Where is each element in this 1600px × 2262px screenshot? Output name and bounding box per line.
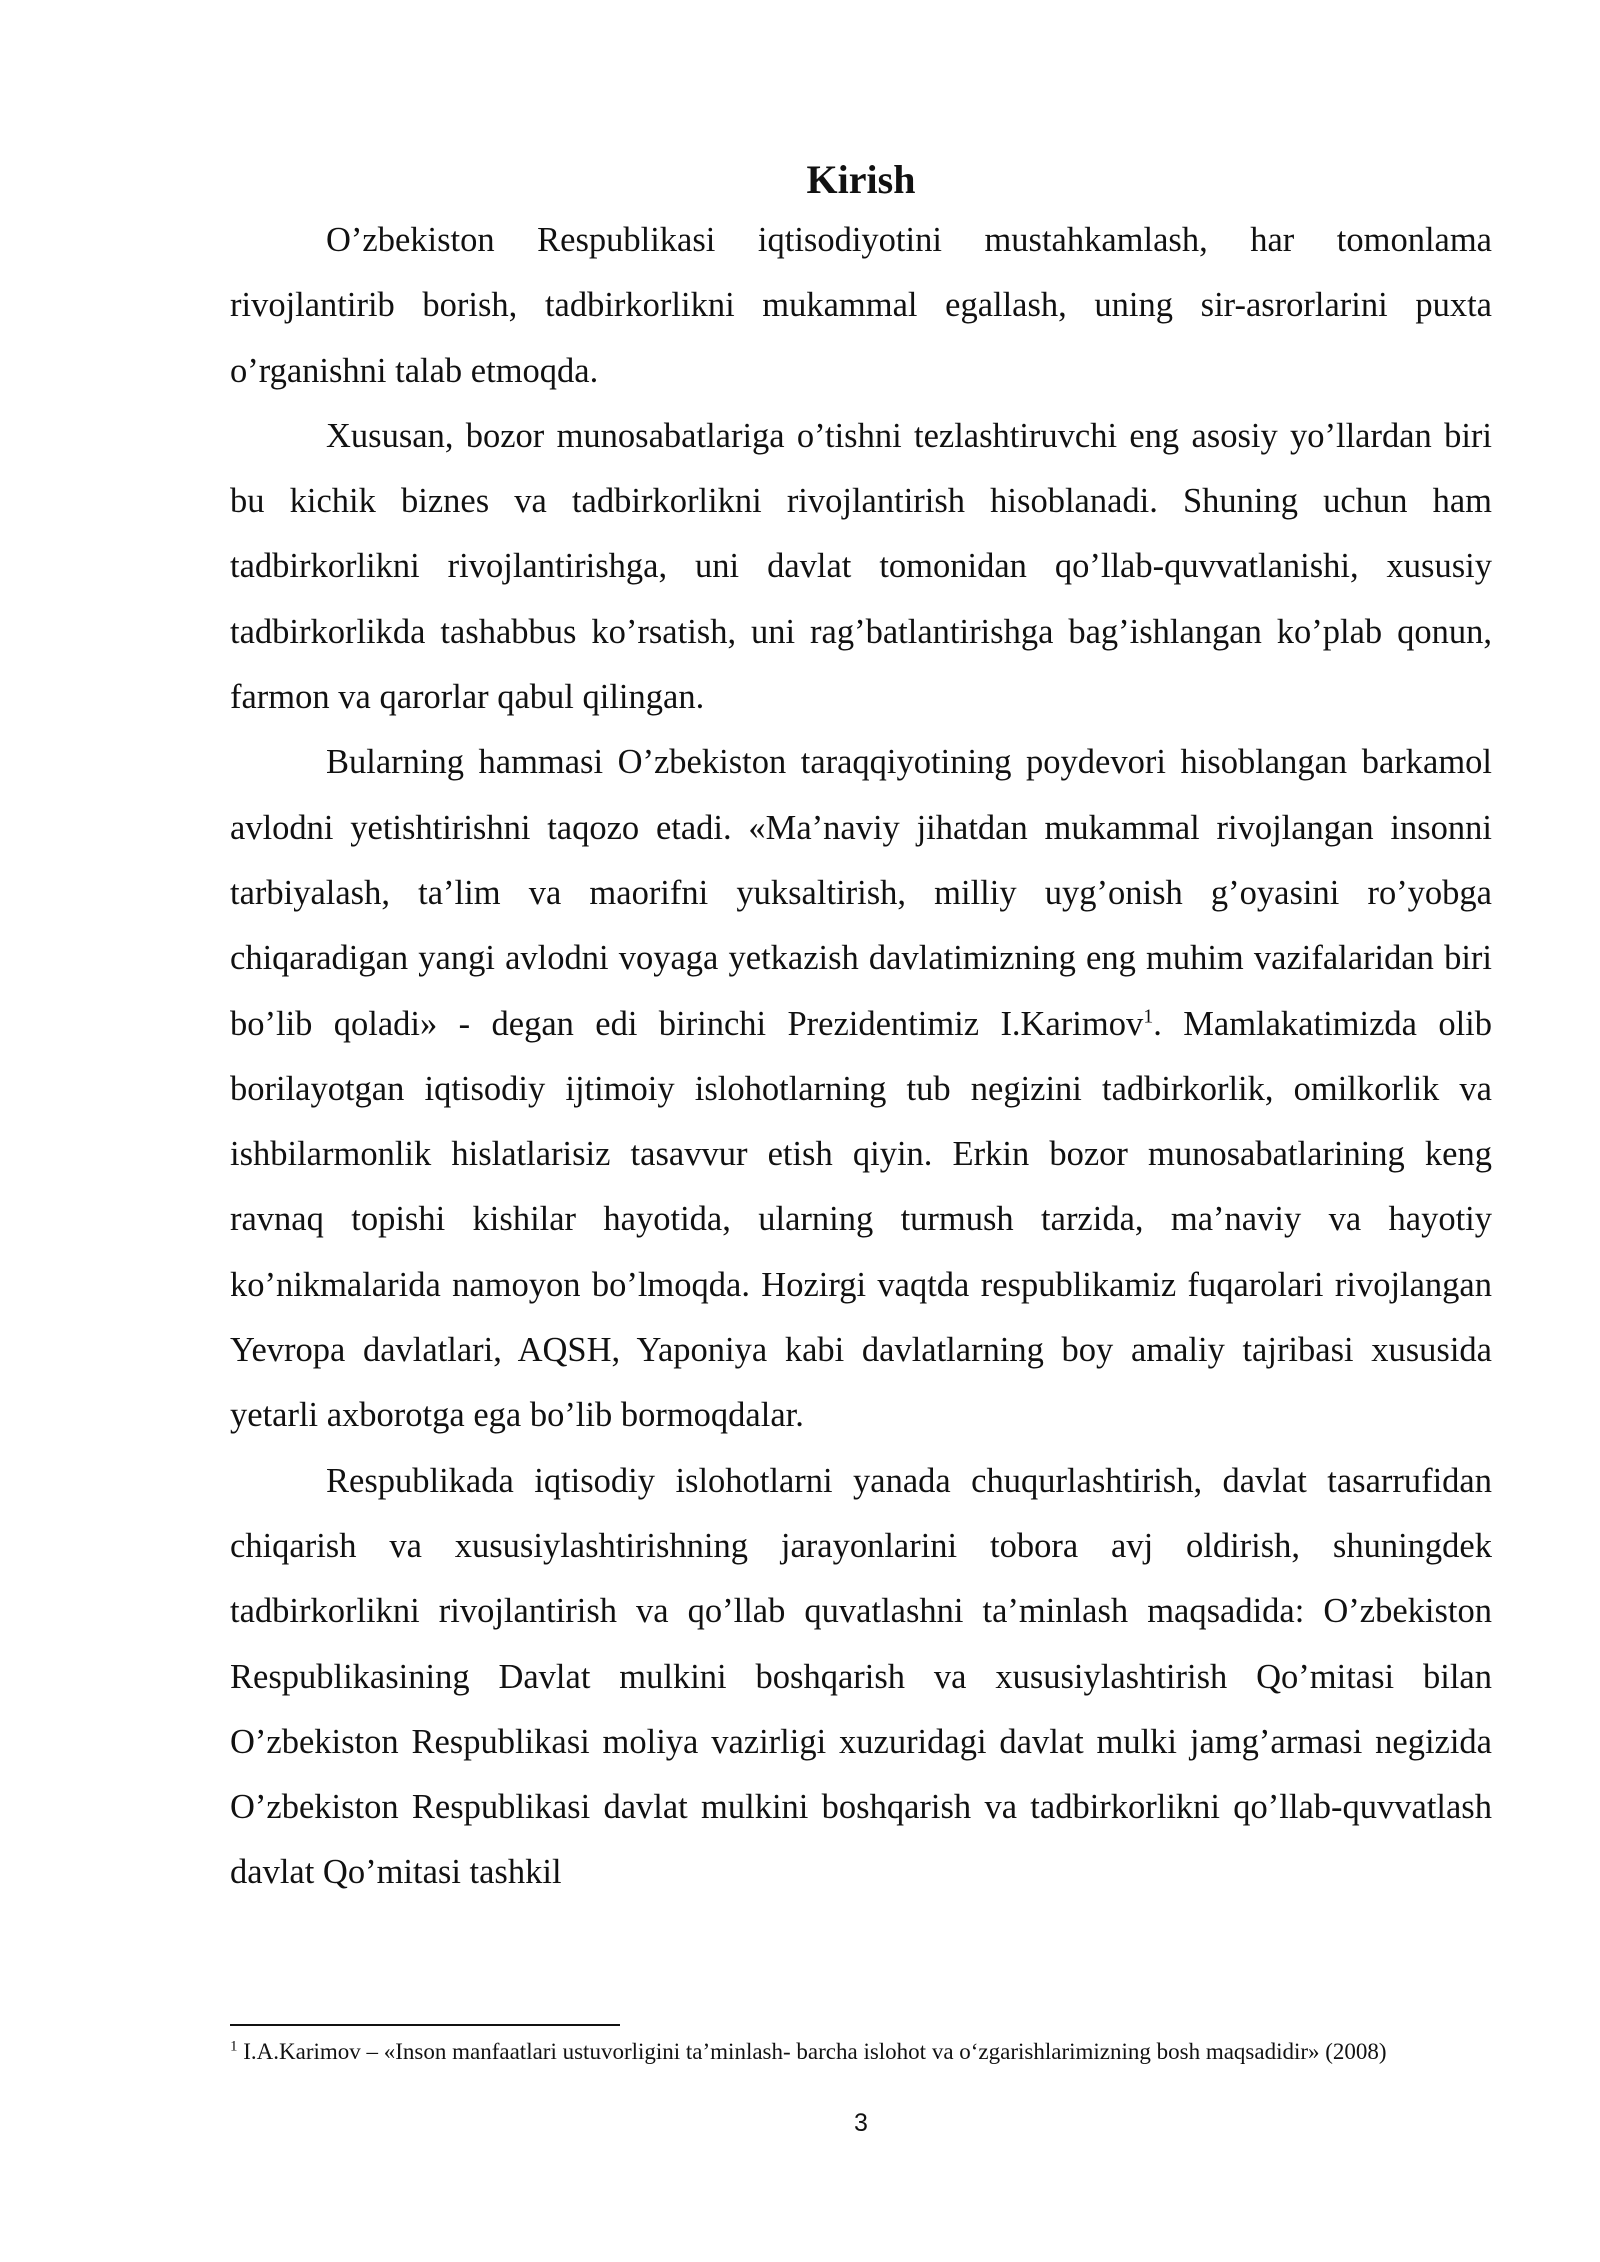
- paragraph-4: Respublikada iqtisodiy islohotlarni yanada chuqurlashtirish, davlat tasarrufidan chiqarish va xususiylashtirishning jarayonlarini tobora avj oldirish, shuningdek tadbirkorlikni rivojlantirish va qo’llab quvatlashni ta’minlash maqsadida: O’zbekiston Respublikasining Davlat mulkini boshqarish va xususiylashtirish Qo’mitasi bilan O’zbekiston Respublikasi moliya vazirligi xuzuridagi davlat mulki jamg’armasi negizida O’zbekiston Respublikasi davlat mulkini boshqarish va tadbirkorlikni qo’llab-quvvatlash davlat Qo’mitasi tashkil: [230, 1461, 1492, 1892]
- footnote-mark: 1: [230, 2038, 238, 2055]
- footnote-text: I.A.Karimov – «Inson manfaatlari ustuvorligini ta’minlash- barcha islohot va o‘zgarishlarimizning bosh maqsadidir» (2008): [237, 2039, 1387, 2064]
- page-body: [230, 150, 1492, 1906]
- footnote-reference[interactable]: 1: [1143, 1005, 1154, 1028]
- footnote: [230, 2034, 1492, 2069]
- page-title: Kirish: [806, 157, 916, 202]
- paragraph-3-text-a: Bularning hammasi O’zbekiston taraqqiyotining poydevori hisoblangan barkamol avlodni yetishtirishni taqozo etadi. «Ma’naviy jihatdan mukammal rivojlangan insonni tarbiyalash, ta’lim va maorifni yuksaltirish, milliy uyg’onish g’oyasini ro’yobga chiqaradigan yangi avlodni voyaga yetkazish davlatimizning eng muhim vazifalaridan biri bo’lib qoladi» - degan edi birinchi Prezidentimiz I.Karimov: [230, 743, 1492, 1043]
- paragraph-3-text-b: . Mamlakatimizda olib borilayotgan iqtisodiy ijtimoiy islohotlarning tub negizini tadbirkorlik, omilkorlik va ishbilarmonlik hislatlarisiz tasavvur etish qiyin. Erkin bozor munosabatlarining keng ravnaq topishi kishilar hayotida, ularning turmush tarzida, ma’naviy va hayotiy ko’nikmalarida namoyon bo’lmoqda. Hozirgi vaqtda respublikamiz fuqarolari rivojlangan Yevropa davlatlari, AQSH, Yaponiya kabi davlatlarning boy amaliy tajribasi xususida yetarli axborotga ega bo’lib bormoqdalar.: [230, 1004, 1492, 1435]
- paragraph-1: O’zbekiston Respublikasi iqtisodiyotini mustahkamlash, har tomonlama rivojlantirib borish, tadbirkorlikni mukammal egallash, uning sir-asrorlarini puxta o’rganishni talab etmoqda.: [230, 221, 1492, 390]
- paragraph-2: Xususan, bozor munosabatlariga o’tishni tezlashtiruvchi eng asosiy yo’llardan biri bu kichik biznes va tadbirkorlikni rivojlantirish hisoblanadi. Shuning uchun ham tadbirkorlikni rivojlantirishga, uni davlat tomonidan qo’llab-quvvatlanishi, xususiy tadbirkorlikda tashabbus ko’rsatish, uni rag’batlantirishga bag’ishlangan ko’plab qonun, farmon va qarorlar qabul qilingan.: [230, 416, 1492, 717]
- page-number: 3: [854, 2109, 868, 2137]
- paragraph-3: [230, 730, 1492, 1448]
- footnote-separator: [230, 2024, 620, 2026]
